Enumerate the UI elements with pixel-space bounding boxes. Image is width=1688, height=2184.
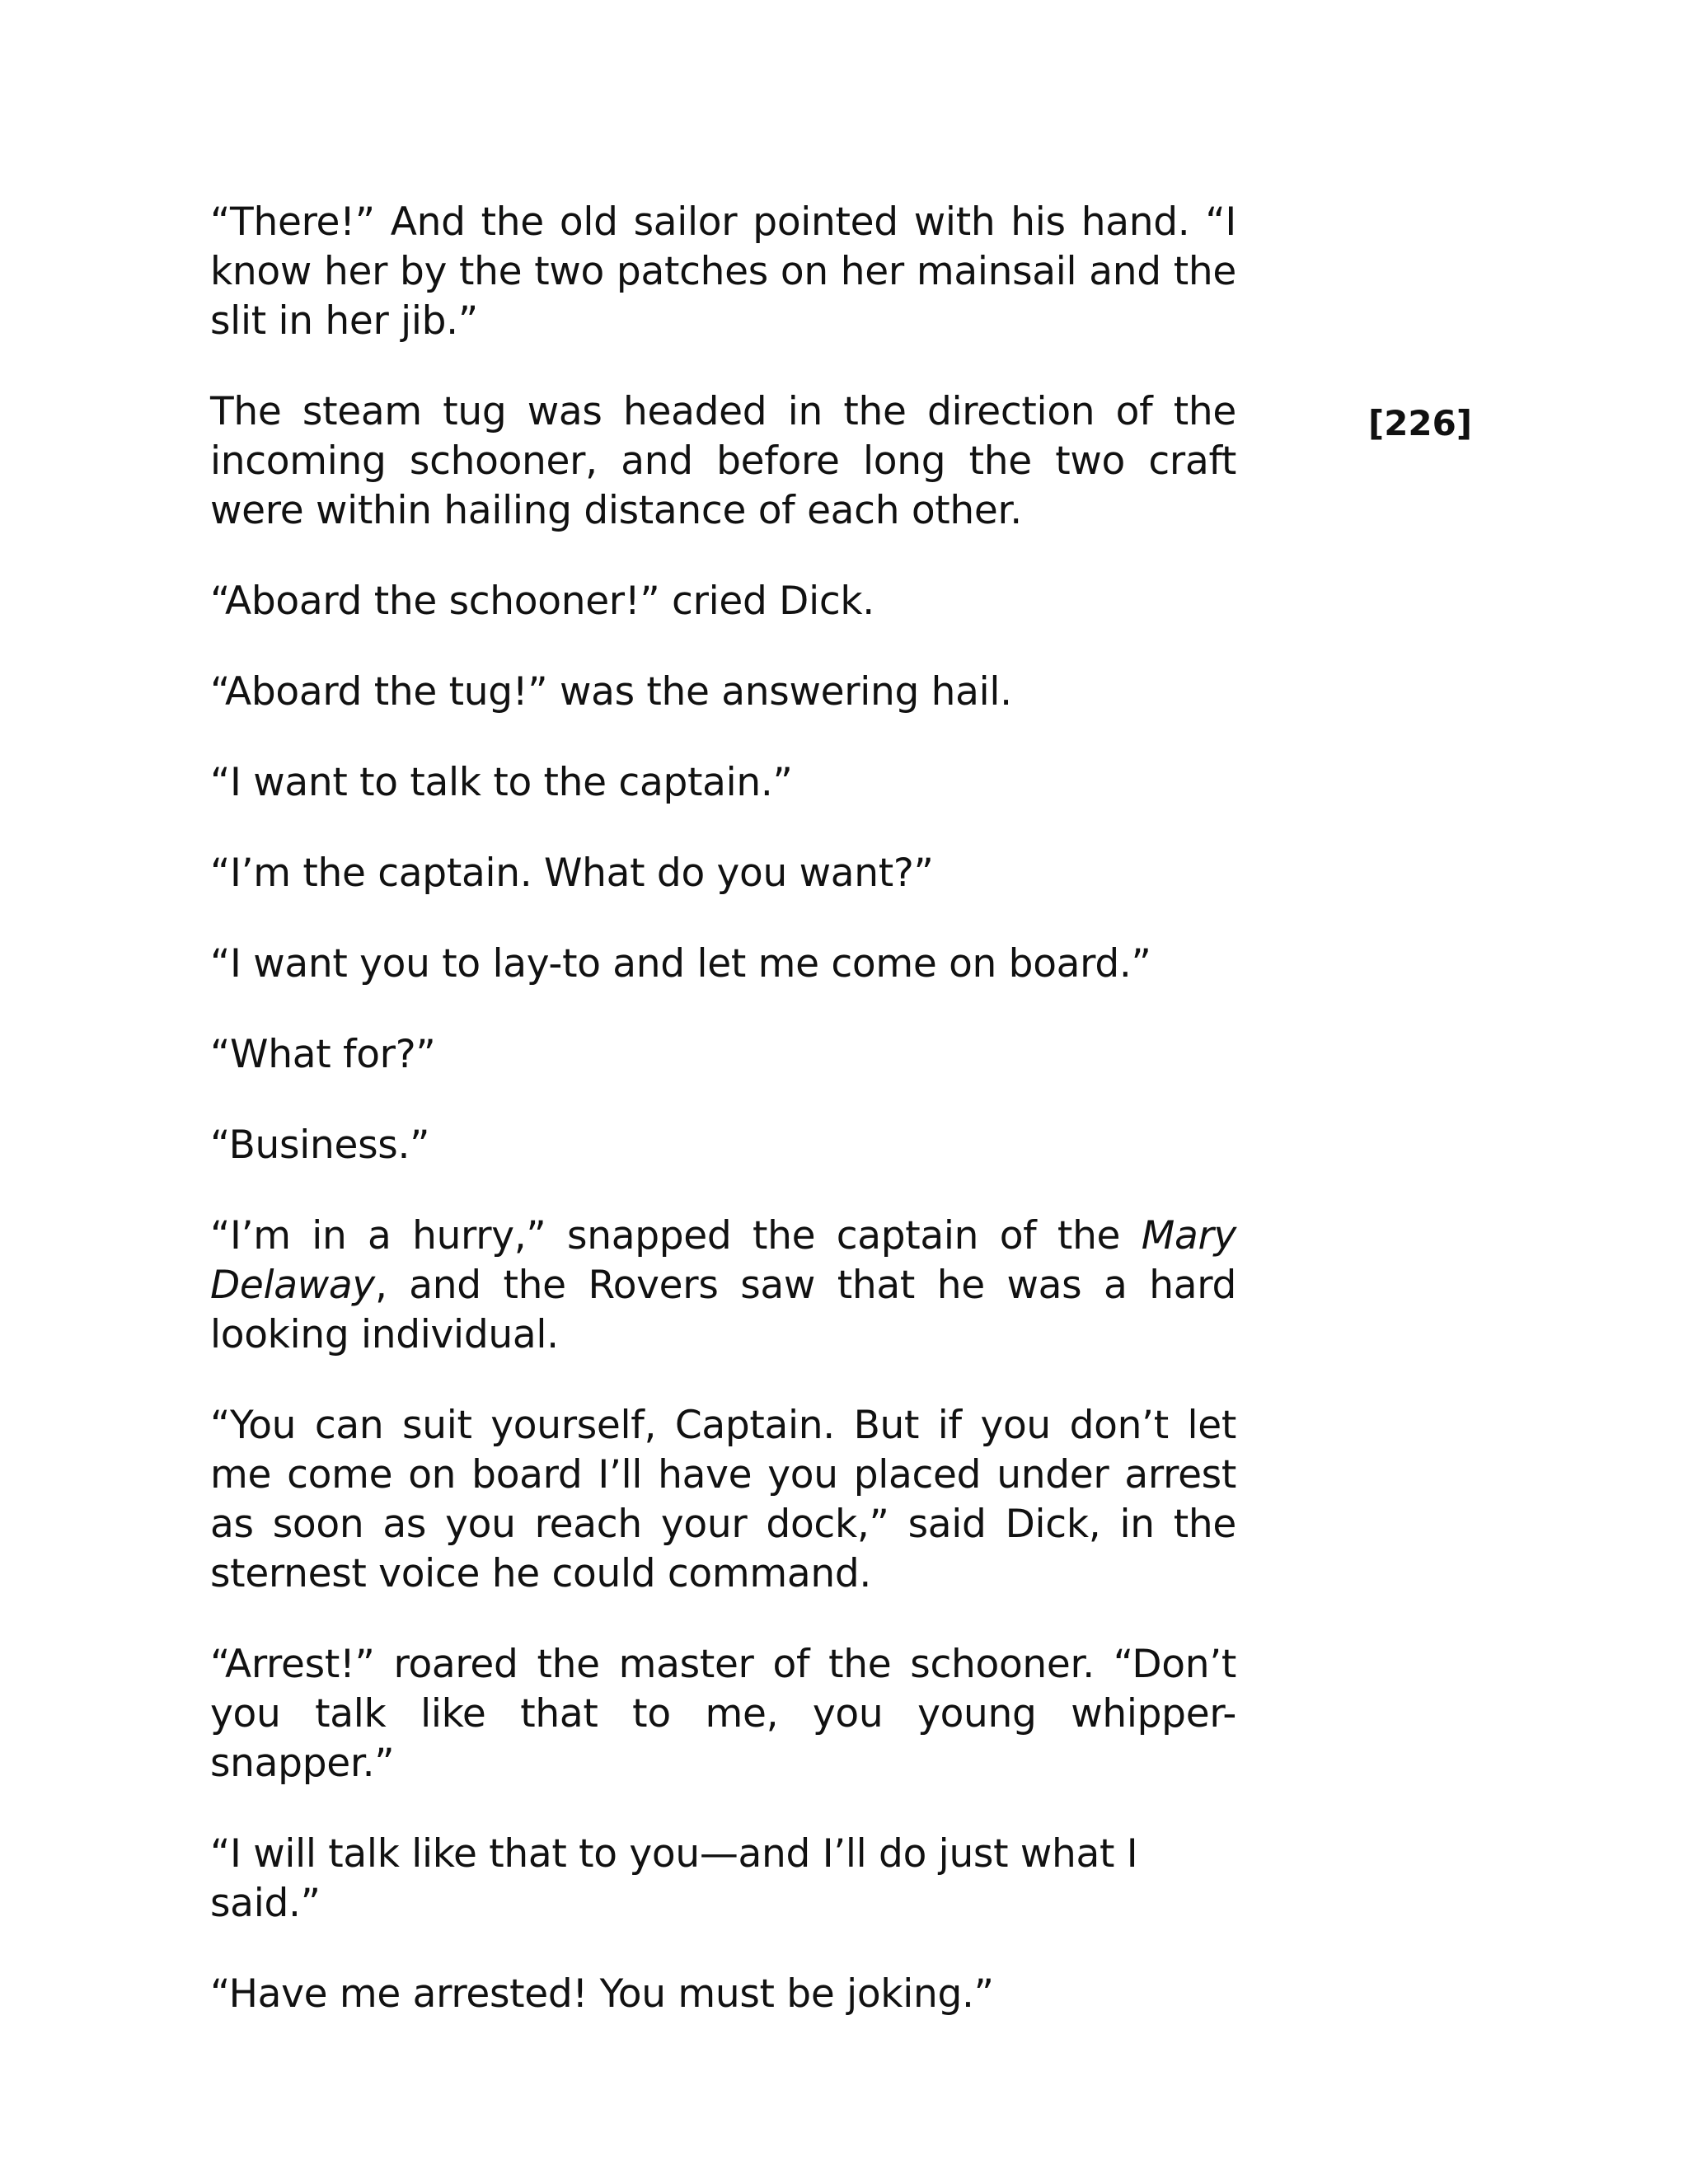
paragraph [210,1212,1236,1360]
paragraph: “I want you to lay-to and let me come on board.” [210,941,1151,987]
page-body [210,198,1236,2060]
paragraph: “Aboard the tug!” was the answering hail. [210,669,1012,715]
ship-name: Mary Delaway [210,1213,1236,1308]
paragraph: “I’m the captain. What do you want?” [210,851,934,896]
paragraph: “Arrest!” roared the master of the schooner. “Don’t you talk like that to me, you young whipper-snapper.” [210,1642,1236,1786]
paragraph: “Business.” [210,1122,430,1168]
paragraph: “Aboard the schooner!” cried Dick. [210,579,874,624]
paragraph: “I will talk like that to you—and I’ll do just what I said.” [210,1831,1138,1926]
paragraph: “Have me arrested! You must be joking.” [210,1971,994,2017]
paragraph-text: , and the Rovers saw that he was a hard looking individual. [210,1263,1236,1357]
paragraph: “I want to talk to the captain.” [210,760,793,805]
paragraph: The steam tug was headed in the direction of the incoming schooner, and before long the two craft were within hailing distance of each other. [210,389,1236,533]
paragraph: “What for?” [210,1032,436,1077]
page-number: [226] [1368,403,1473,443]
paragraph: “There!” And the old sailor pointed with his hand. “I know her by the two patches on her mainsail and the slit in her jib.” [210,199,1236,344]
paragraph-text: “I’m in a hurry,” snapped the captain of the [210,1213,1142,1258]
paragraph: “You can suit yourself, Captain. But if you don’t let me come on board I’ll have you placed under arrest as soon as you reach your dock,” said Dick, in the sternest voice he could command. [210,1403,1236,1596]
